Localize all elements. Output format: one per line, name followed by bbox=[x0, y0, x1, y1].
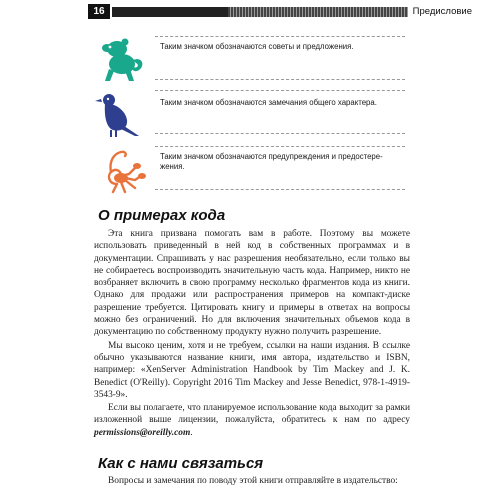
monkey-icon bbox=[95, 36, 147, 84]
page-header bbox=[88, 4, 472, 19]
section-body-code-examples bbox=[94, 228, 410, 439]
section-heading-code-examples: О примерах кода bbox=[98, 207, 226, 224]
page-number: 16 bbox=[93, 6, 105, 17]
paragraph: Мы высоко ценим, хотя и не требуем, ссылки на наши издания. В ссылке обычно указываются название книги, имя автора, издательство и ISBN, например: «XenServer Administration Handbook by Tim Mackey and J. K. Benedict (O'Reilly). Copyright 2016 Tim Mackey and Jesse Benedict, 978-1-4919-3543-9». bbox=[94, 340, 410, 400]
running-header-title: Предисловие bbox=[412, 6, 472, 17]
paragraph-text: . bbox=[190, 427, 193, 438]
note-text: Таким значком обозначаются замечания общего характера. bbox=[160, 98, 377, 107]
note-rule-bottom bbox=[155, 189, 405, 190]
note-rule-bottom bbox=[155, 133, 405, 134]
note-rule-bottom bbox=[155, 79, 405, 80]
paragraph-text: Если вы полагаете, что планируемое использование кода выходит за рамки изложенной выше лицензии, пожалуйста, обратитесь к нам по адресу bbox=[94, 403, 410, 426]
page-number-box bbox=[88, 4, 110, 19]
header-decor-gradient bbox=[228, 7, 408, 17]
note-text: Таким значком обозначаются советы и предложения. bbox=[160, 42, 354, 51]
note-warning bbox=[95, 146, 405, 190]
note-rule-top bbox=[155, 36, 405, 37]
note-tip bbox=[95, 36, 405, 80]
section-body-contact bbox=[94, 475, 410, 487]
section-heading-contact: Как с нами связаться bbox=[98, 455, 264, 472]
note-text: Таким значком обозначаются предупреждения и предостере- жения. bbox=[160, 152, 383, 171]
note-rule-top bbox=[155, 90, 405, 91]
note-rule-top bbox=[155, 146, 405, 147]
bird-icon bbox=[95, 90, 147, 138]
note-general bbox=[95, 90, 405, 134]
header-decor-bar bbox=[112, 7, 228, 17]
scorpion-icon bbox=[95, 146, 147, 194]
paragraph: Вопросы и замечания по поводу этой книги отправляйте в издательство: bbox=[108, 476, 398, 486]
email-link[interactable]: permissions@oreilly.com bbox=[94, 427, 191, 438]
paragraph bbox=[94, 402, 410, 439]
paragraph: Эта книга призвана помогать вам в работе. Поэтому вы можете использовать приведенный в ней код в собственных программах и в документации. Спрашивать у нас разрешения необязательно, если только вы не собираетесь воспроизводить значительную часть кода. Например, никто не возбраняет включить в свою программу несколько фрагментов кода из книги. Однако для продажи или распространения примеров на компакт-диске разрешение требуется. Цитировать книгу и примеры в ответах на вопросы можно без ограничений. Но для включения значительных объемов кода в документацию по собственному продукту нужно получить разрешение. bbox=[94, 229, 410, 338]
